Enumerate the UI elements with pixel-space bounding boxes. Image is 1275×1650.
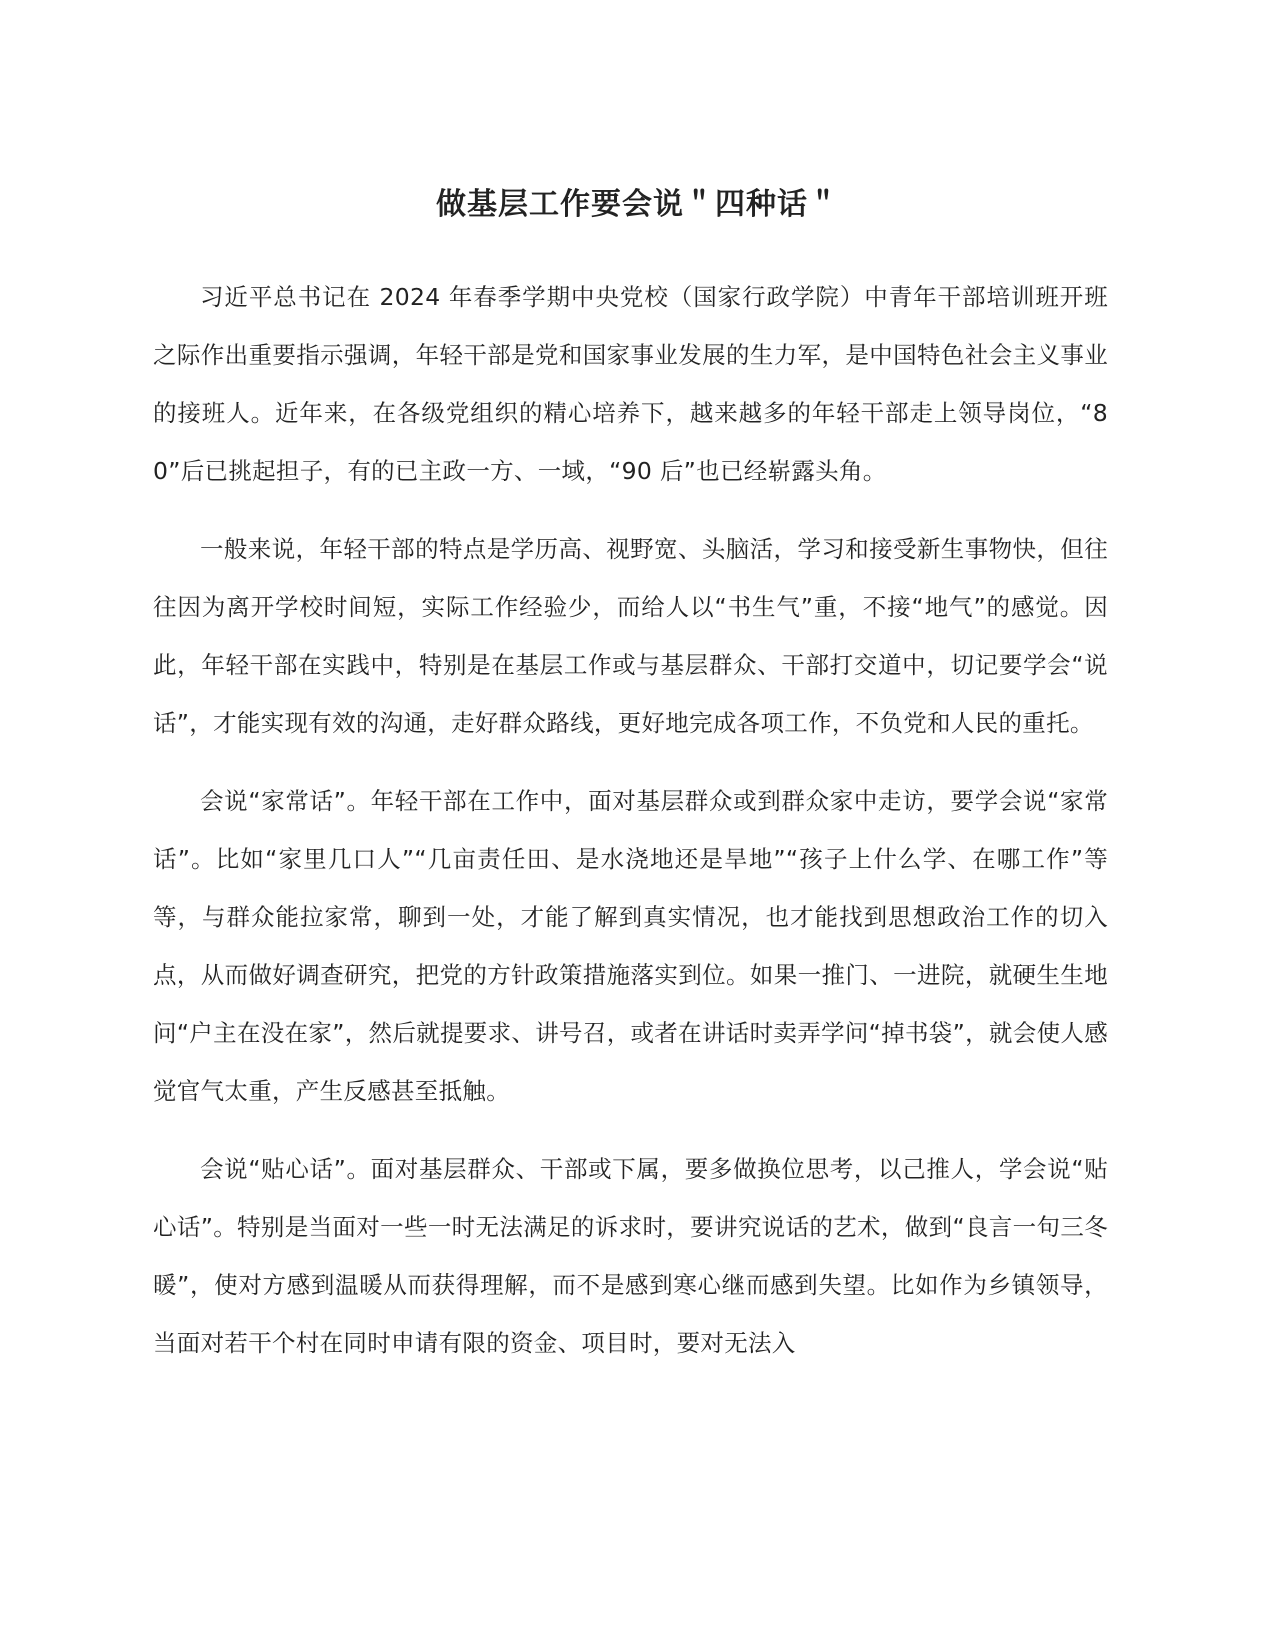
document-body bbox=[153, 268, 1108, 1392]
paragraph-heartfelt-talk: 会说“贴心话”。面对基层群众、干部或下属，要多做换位思考，以己推人，学会说“贴心话”。特别是当面对一些一时无法满足的诉求时，要讲究说话的艺术，做到“良言一句三冬暖”，使对方感到温暖从而获得理解，而不是感到寒心继而感到失望。比如作为乡镇领导，当面对若干个村在同时申请有限的资金、项目时，要对无法入 bbox=[153, 1155, 1108, 1357]
paragraph-intro: 习近平总书记在 2024 年春季学期中央党校（国家行政学院）中青年干部培训班开班之际作出重要指示强调，年轻干部是党和国家事业发展的生力军，是中国特色社会主义事业的接班人。近年来，在各级党组织的精心培养下，越来越多的年轻干部走上领导岗位，“80”后已挑起担子，有的已主政一方、一域，“90 后”也已经崭露头角。 bbox=[153, 283, 1108, 485]
paragraph-young-cadres: 一般来说，年轻干部的特点是学历高、视野宽、头脑活，学习和接受新生事物快，但往往因为离开学校时间短，实际工作经验少，而给人以“书生气”重，不接“地气”的感觉。因此，年轻干部在实践中，特别是在基层工作或与基层群众、干部打交道中，切记要学会“说话”，才能实现有效的沟通，走好群众路线，更好地完成各项工作，不负党和人民的重托。 bbox=[153, 535, 1108, 737]
document-title: 做基层工作要会说＂四种话＂ bbox=[436, 187, 839, 222]
paragraph-family-talk: 会说“家常话”。年轻干部在工作中，面对基层群众或到群众家中走访，要学会说“家常话”。比如“家里几口人”“几亩责任田、是水浇地还是旱地”“孩子上什么学、在哪工作”等等，与群众能拉家常，聊到一处，才能了解到真实情况，也才能找到思想政治工作的切入点，从而做好调查研究，把党的方针政策措施落实到位。如果一推门、一进院，就硬生生地问“户主在没在家”，然后就提要求、讲号召，或者在讲话时卖弄学问“掉书袋”，就会使人感觉官气太重，产生反感甚至抵触。 bbox=[153, 787, 1108, 1105]
